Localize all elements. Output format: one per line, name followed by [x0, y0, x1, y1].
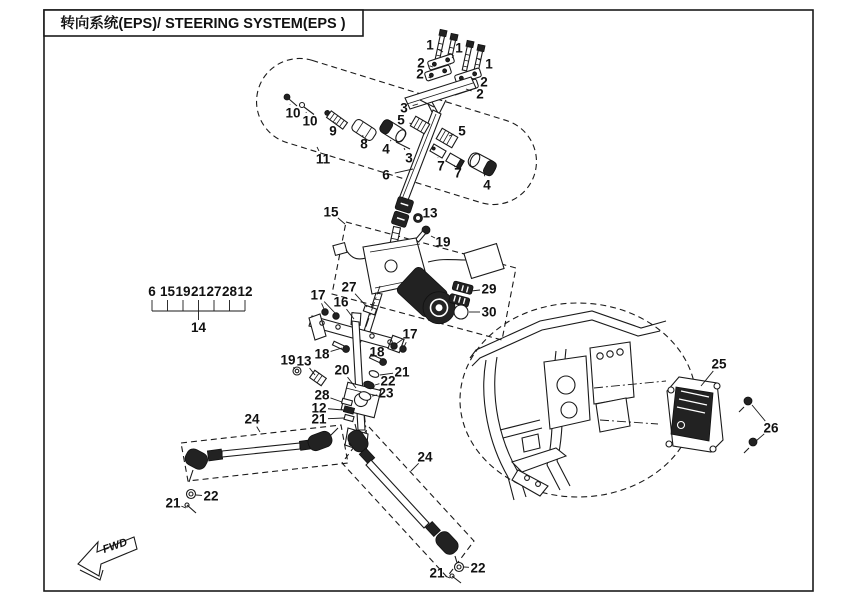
group-part-number: 15	[159, 284, 176, 299]
callout-13: 13	[296, 353, 312, 369]
callout-10: 10	[302, 113, 318, 129]
callout-2: 2	[417, 55, 425, 71]
callout-1: 1	[455, 40, 463, 56]
callout-21: 21	[394, 364, 410, 380]
leader-line	[390, 140, 391, 141]
o-ring	[454, 305, 468, 319]
nut-icon	[414, 214, 423, 223]
lock-nut	[207, 449, 222, 461]
callout-25: 25	[711, 356, 727, 372]
callout-2: 2	[480, 74, 488, 90]
callout-20: 20	[334, 362, 350, 378]
callout-7: 7	[454, 165, 462, 181]
group-part-number: 27	[206, 284, 222, 299]
callout-30: 30	[481, 304, 497, 320]
group-part-number: 21	[190, 284, 207, 299]
callout-11: 11	[315, 151, 331, 167]
group-part-number: 28	[221, 284, 238, 299]
callout-23: 23	[378, 385, 394, 401]
page-title: 转向系统(EPS)/ STEERING SYSTEM(EPS )	[60, 16, 346, 32]
group-part-number: 19	[175, 284, 191, 299]
callout-3: 3	[400, 100, 408, 116]
callout-13: 13	[422, 205, 438, 221]
callout-18: 18	[369, 344, 385, 360]
callout-1: 1	[485, 56, 493, 72]
callout-9: 9	[329, 123, 337, 139]
fwd-label: FWD	[101, 536, 129, 556]
washer	[187, 490, 196, 499]
callout-12: 12	[311, 400, 327, 416]
callout-21: 21	[165, 495, 181, 511]
callout-2: 2	[416, 66, 424, 82]
callout-19: 19	[435, 234, 451, 250]
bolt-icon	[322, 309, 329, 316]
callout-24: 24	[417, 449, 433, 465]
callout-10: 10	[285, 105, 301, 121]
callout-18: 18	[314, 346, 330, 362]
callout-4: 4	[483, 177, 491, 193]
callout-1: 1	[426, 37, 434, 53]
callout-7: 7	[437, 158, 445, 174]
callout-8: 8	[360, 136, 368, 152]
leader-line	[328, 418, 344, 419]
callout-27: 27	[341, 279, 357, 295]
callout-21: 21	[311, 411, 327, 427]
ecu-box	[671, 387, 713, 441]
callout-5: 5	[397, 112, 405, 128]
washer	[455, 563, 464, 572]
callout-21: 21	[429, 565, 445, 581]
callout-15: 15	[323, 204, 339, 220]
callout-29: 29	[481, 281, 497, 297]
callout-17: 17	[402, 326, 418, 342]
callout-6: 6	[382, 167, 390, 183]
callout-3: 3	[405, 150, 413, 166]
callout-4: 4	[382, 141, 390, 157]
bolt-icon	[400, 346, 407, 353]
group-part-number: 6	[148, 284, 156, 299]
callout-28: 28	[314, 387, 330, 403]
callout-26: 26	[763, 420, 779, 436]
callout-17: 17	[310, 287, 326, 303]
callout-2: 2	[476, 86, 484, 102]
callout-22: 22	[203, 488, 219, 504]
group-part-number: 12	[237, 284, 253, 299]
group-assembly-number: 14	[190, 320, 207, 335]
callout-16: 16	[333, 294, 349, 310]
callout-19: 19	[280, 352, 296, 368]
callout-22: 22	[470, 560, 486, 576]
bolt-icon	[333, 313, 340, 320]
callout-22: 22	[380, 373, 396, 389]
callout-5: 5	[458, 123, 466, 139]
callout-24: 24	[244, 411, 260, 427]
